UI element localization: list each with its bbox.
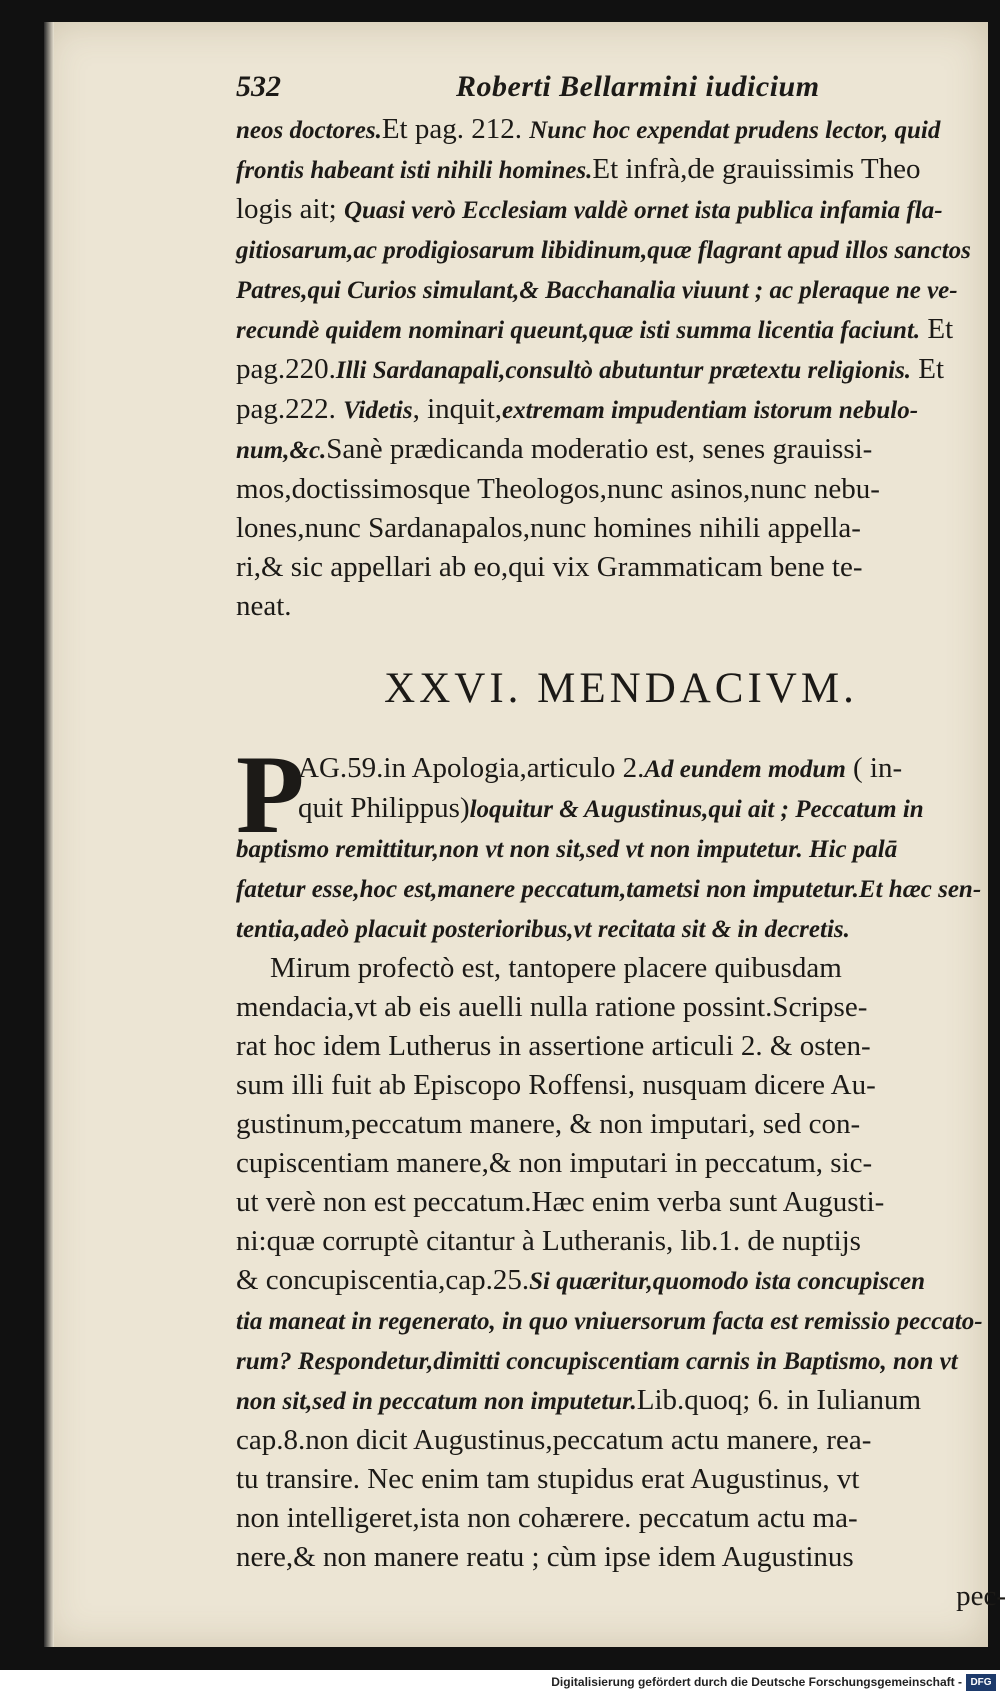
running-title: Roberti Bellarmini iudicium — [456, 70, 820, 103]
text-block — [236, 62, 1006, 1616]
text-line: gustinum,peccatum manere, & non imputari, sed con- — [236, 1108, 861, 1140]
text-line: pag.222. Videtis, inquit,extremam impudentiam istorum nebulo- — [236, 393, 919, 425]
book-page — [44, 22, 1006, 1647]
text-line: Patres,qui Curios simulant,& Bacchanalia viuunt ; ac pleraque ne ve- — [236, 277, 958, 304]
text-line: num,&c.Sanè prædicanda moderatio est, senes grauissi- — [236, 433, 873, 465]
running-head — [236, 62, 1006, 110]
text-line: logis ait; Quasi verò Ecclesiam valdè ornet ista publica infamia fla- — [236, 193, 943, 225]
funding-credit: Digitalisierung gefördert durch die Deutsche Forschungsgemeinschaft - — [551, 1675, 962, 1689]
text-line: sum illi fuit ab Episcopo Roffensi, nusquam dicere Au- — [236, 1069, 876, 1101]
text-line: mos,doctissimosque Theologos,nunc asinos,nunc nebu- — [236, 473, 880, 505]
text-line: mendacia,vt ab eis auelli nulla ratione possint.Scripse- — [236, 991, 868, 1023]
text-line: & concupiscentia,cap.25.Si quæritur,quomodo ista concupiscen — [236, 1264, 926, 1296]
paragraph-with-dropcap — [236, 733, 1006, 949]
text-line: fatetur esse,hoc est,manere peccatum,tametsi non imputetur.Et hæc sen- — [236, 876, 982, 903]
text-line: ni:quæ corruptè citantur à Lutheranis, lib.1. de nuptijs — [236, 1225, 861, 1257]
text-line: cap.8.non dicit Augustinus,peccatum actu manere, rea- — [236, 1424, 872, 1456]
text-line: non sit,sed in peccatum non imputetur.Lib.quoq; 6. in Iulianum — [236, 1384, 922, 1416]
text-line: rat hoc idem Lutherus in assertione articuli 2. & osten- — [236, 1030, 871, 1062]
text-line: tu transire. Nec enim tam stupidus erat Augustinus, vt — [236, 1463, 860, 1495]
footer-bar — [0, 1670, 1000, 1697]
text-line: neat. — [236, 590, 292, 622]
text-line: lones,nunc Sardanapalos,nunc homines nihili appella- — [236, 512, 861, 544]
text-line: cupiscentiam manere,& non imputari in peccatum, sic- — [236, 1147, 873, 1179]
chapter-heading: XXVI. MENDACIVM. — [384, 665, 858, 712]
text-line: tia maneat in regenerato, in quo vniuersorum facta est remissio peccato- — [236, 1308, 983, 1335]
page-gutter-shadow — [44, 22, 54, 1647]
text-line: ut verè non est peccatum.Hæc enim verba sunt Augusti- — [236, 1186, 885, 1218]
text-line: rum? Respondetur,dimitti concupiscentiam carnis in Baptismo, non vt — [236, 1348, 958, 1375]
dfg-logo-icon: DFG — [966, 1674, 996, 1691]
text-line: gitiosarum,ac prodigiosarum libidinum,quæ flagrant apud illos sanctos — [236, 237, 971, 264]
text-line: pag.220.Illi Sardanapali,consultò abutuntur prætextu religionis. Et — [236, 353, 945, 385]
text-line: AG.59.in Apologia,articulo 2.Ad eundem modum ( in- — [298, 752, 903, 784]
text-line: recundè quidem nominari queunt,quæ isti summa licentia faciunt. Et — [236, 313, 954, 345]
catchword: pec- — [956, 1580, 1006, 1612]
drop-cap: P — [236, 733, 305, 857]
text-line: baptismo remittitur,non vt non sit,sed vt non imputetur. Hic palā — [236, 836, 898, 863]
text-line: neos doctores.Et pag. 212. Nunc hoc expendat prudens lector, quid — [236, 113, 941, 145]
page-number: 532 — [236, 70, 281, 103]
text-line: non intelligeret,ista non cohærere. peccatum actu ma- — [236, 1502, 858, 1534]
text-line: tentia,adeò placuit posterioribus,vt recitata sit & in decretis. — [236, 916, 850, 943]
text-line: frontis habeant isti nihili homines.Et infrà,de grauissimis Theo — [236, 153, 921, 185]
text-line: quit Philippus)loquitur & Augustinus,qui ait ; Peccatum in — [298, 792, 924, 824]
text-line: nere,& non manere reatu ; cùm ipse idem Augustinus — [236, 1541, 854, 1573]
text-line: Mirum profectò est, tantopere placere quibusdam — [270, 952, 842, 984]
text-line: ri,& sic appellari ab eo,qui vix Grammaticam bene te- — [236, 551, 863, 583]
